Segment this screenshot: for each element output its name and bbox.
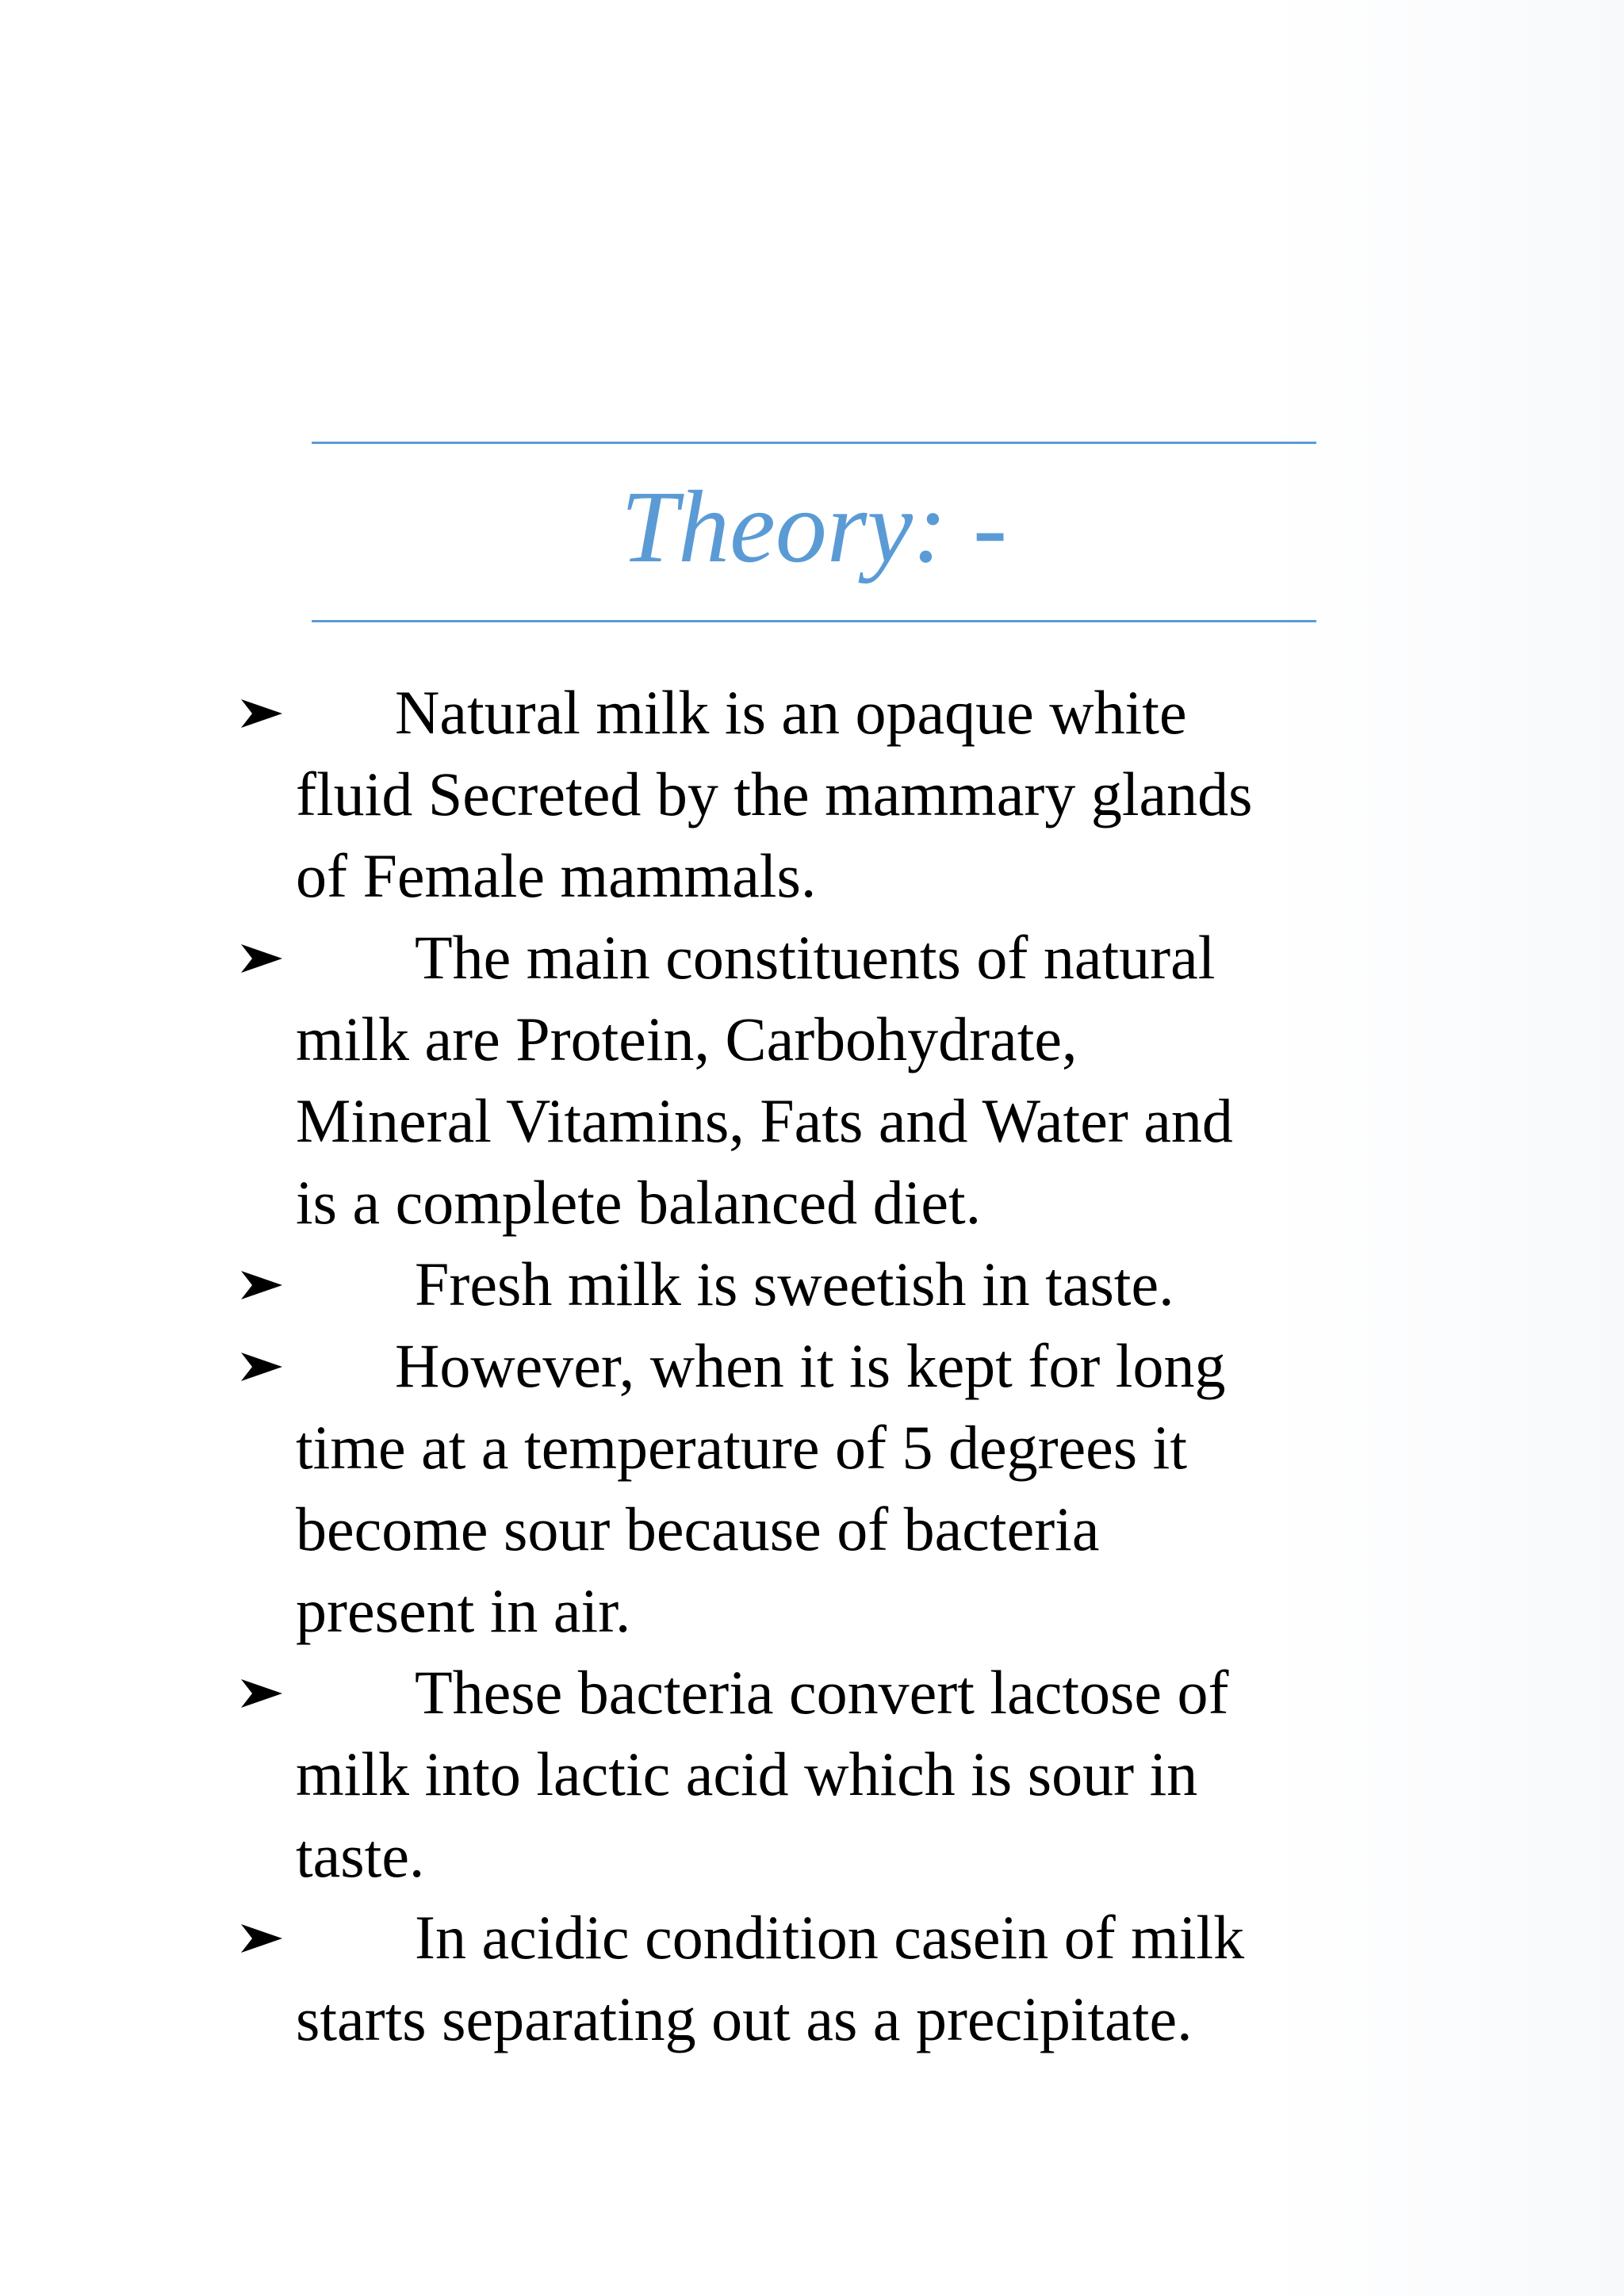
bullet-line: However, when it is kept for long: [395, 1331, 1226, 1400]
heading-top-rule: [312, 442, 1316, 444]
theory-bullet-list: [238, 672, 1443, 2060]
bullet-line: time at a temperature of 5 degrees it: [296, 1413, 1187, 1482]
bullet-line: of Female mammals.: [296, 841, 817, 910]
arrowhead-bullet-icon: [238, 1678, 285, 1709]
bullet-item-5: [238, 1651, 1443, 1896]
bullet-line: is a complete balanced diet.: [296, 1168, 982, 1237]
page-heading: Theory: -: [620, 470, 1008, 584]
arrowhead-bullet-icon: [238, 698, 285, 729]
heading-bottom-rule: [312, 620, 1316, 622]
bullet-line: Fresh milk is sweetish in taste.: [415, 1249, 1174, 1318]
bullet-line: taste.: [296, 1821, 425, 1890]
bullet-line: Natural milk is an opaque white: [395, 678, 1187, 747]
bullet-item-6: [238, 1896, 1443, 2060]
bullet-item-4: [238, 1325, 1443, 1651]
bullet-line: present in air.: [296, 1576, 631, 1645]
bullet-line: starts separating out as a precipitate.: [296, 1984, 1193, 2053]
arrowhead-bullet-icon: [238, 1923, 285, 1954]
arrowhead-bullet-icon: [238, 943, 285, 974]
bullet-item-3: [238, 1243, 1443, 1325]
bullet-line: become sour because of bacteria: [296, 1494, 1100, 1563]
bullet-line: The main constituents of natural: [415, 923, 1216, 992]
bullet-item-1: [238, 672, 1443, 916]
bullet-line: fluid Secreted by the mammary glands: [296, 760, 1253, 828]
bullet-line: These bacteria convert lactose of: [415, 1658, 1229, 1727]
bullet-item-2: [238, 916, 1443, 1243]
bullet-line: In acidic condition casein of milk: [415, 1903, 1245, 1972]
bullet-line: milk are Protein, Carbohydrate,: [296, 1004, 1078, 1073]
arrowhead-bullet-icon: [238, 1269, 285, 1301]
bullet-line: milk into lactic acid which is sour in: [296, 1739, 1198, 1808]
bullet-line: Mineral Vitamins, Fats and Water and: [296, 1086, 1233, 1155]
arrowhead-bullet-icon: [238, 1351, 285, 1383]
